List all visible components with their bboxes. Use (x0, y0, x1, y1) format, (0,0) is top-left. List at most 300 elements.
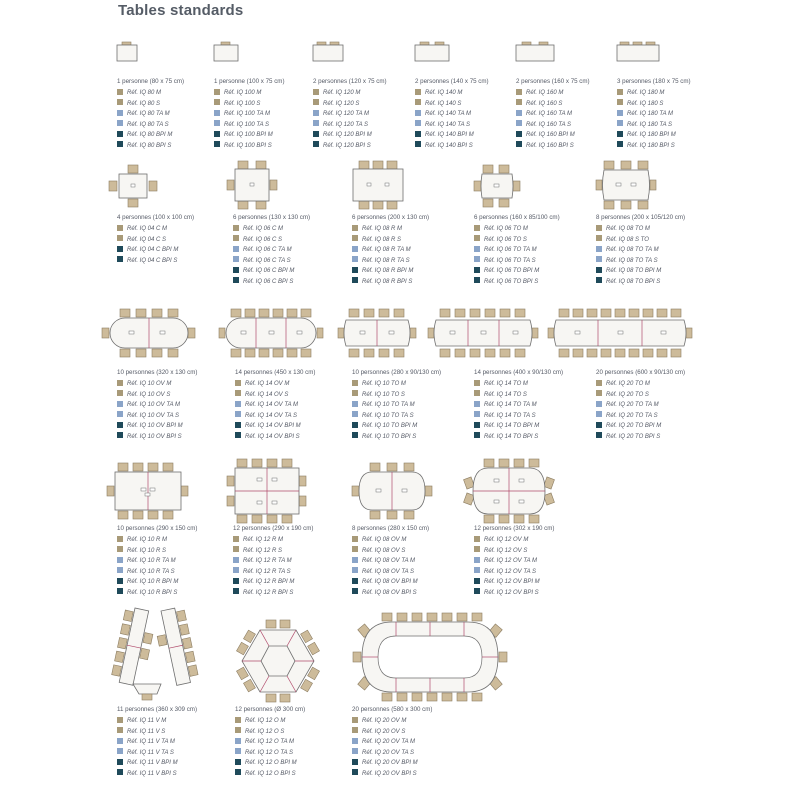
reference-item: Réf. IQ 06 TO M (474, 224, 539, 235)
connection-box (367, 183, 371, 186)
reference-item: Réf. IQ 12 OV M (474, 535, 540, 546)
reference-item: Réf. IQ 160 TA S (516, 120, 575, 131)
chair (559, 349, 569, 357)
table-caption: 14 personnes (400 x 90/130 cm) (474, 369, 564, 376)
table-top (603, 170, 650, 200)
chair (514, 515, 524, 523)
finish-swatch (596, 401, 602, 407)
finish-swatch (474, 235, 480, 241)
table-top (214, 45, 238, 61)
connection-box (631, 183, 636, 186)
finish-swatch (352, 738, 358, 744)
chair (256, 161, 266, 169)
chair (238, 161, 248, 169)
chair (548, 328, 554, 338)
finish-swatch (117, 235, 123, 241)
chair (128, 199, 138, 207)
chair (629, 309, 639, 317)
finish-swatch (117, 769, 123, 775)
finish-swatch (516, 141, 522, 147)
table-diagram (516, 42, 554, 66)
finish-swatch (352, 277, 358, 283)
reference-item: Réf. IQ 80 BPI S (117, 141, 172, 152)
reference-list (415, 88, 474, 151)
reference-item: Réf. IQ 14 TO BPI S (474, 432, 539, 443)
chair (373, 201, 383, 209)
reference-list (352, 716, 418, 779)
reference-item: Réf. IQ 12 R S (233, 546, 294, 557)
chair (188, 665, 198, 676)
reference-list (313, 88, 372, 151)
reference-list (117, 535, 178, 598)
finish-swatch (117, 422, 123, 428)
table-diagram (352, 462, 432, 520)
table-caption: 10 personnes (320 x 130 cm) (117, 369, 198, 376)
finish-swatch (474, 432, 480, 438)
connection-box (519, 479, 524, 482)
connection-box (297, 331, 302, 334)
reference-item: Réf. IQ 06 C TA S (233, 256, 294, 267)
chair (370, 511, 380, 519)
finish-swatch (415, 110, 421, 116)
reference-item: Réf. IQ 12 O TA M (235, 737, 297, 748)
finish-swatch (596, 256, 602, 262)
chair (301, 349, 311, 357)
finish-swatch (235, 717, 241, 723)
chair (221, 42, 230, 45)
chair (427, 693, 437, 701)
table-caption: 2 personnes (140 x 75 cm) (415, 78, 489, 85)
table-caption: 12 personnes (302 x 190 cm) (474, 525, 555, 532)
reference-item: Réf. IQ 10 R BPI M (117, 577, 178, 588)
chair (148, 511, 158, 519)
finish-swatch (233, 546, 239, 552)
chair (317, 42, 326, 45)
reference-item: Réf. IQ 160 M (516, 88, 575, 99)
chair (280, 694, 290, 702)
reference-item: Réf. IQ 100 S (214, 99, 273, 110)
table-diagram (352, 160, 404, 210)
chair (515, 349, 525, 357)
reference-item: Réf. IQ 10 R TA S (117, 567, 178, 578)
reference-item: Réf. IQ 11 V TA S (117, 748, 178, 759)
chair (349, 309, 359, 317)
connection-box (250, 183, 254, 186)
table-top (353, 169, 403, 201)
reference-item: Réf. IQ 11 V M (117, 716, 178, 727)
chair (484, 515, 494, 523)
chair (650, 180, 656, 190)
chair (259, 349, 269, 357)
finish-swatch (596, 411, 602, 417)
connection-box (494, 184, 499, 187)
table-diagram (338, 308, 426, 358)
chair (573, 349, 583, 357)
finish-swatch (516, 131, 522, 137)
finish-swatch (352, 588, 358, 594)
table-diagram (235, 620, 321, 702)
reference-item: Réf. IQ 20 TO BPI M (596, 421, 661, 432)
finish-swatch (214, 141, 220, 147)
finish-swatch (313, 110, 319, 116)
table-caption: 20 personnes (580 x 300 cm) (352, 706, 433, 713)
finish-swatch (516, 120, 522, 126)
reference-item: Réf. IQ 120 S (313, 99, 372, 110)
finish-swatch (516, 110, 522, 116)
chair (638, 201, 648, 209)
finish-swatch (415, 131, 421, 137)
finish-swatch (352, 557, 358, 563)
chair (282, 515, 292, 523)
finish-swatch (352, 567, 358, 573)
finish-swatch (596, 225, 602, 231)
finish-swatch (117, 432, 123, 438)
chair (646, 42, 655, 45)
table-diagram (415, 42, 449, 66)
chair (338, 328, 344, 338)
chair (620, 42, 629, 45)
table-diagram (214, 42, 238, 66)
connection-box (141, 488, 146, 491)
finish-swatch (474, 546, 480, 552)
chair (442, 693, 452, 701)
reference-item: Réf. IQ 100 M (214, 88, 273, 99)
chair (330, 42, 339, 45)
chair (359, 201, 369, 209)
chair (227, 476, 234, 486)
chair (387, 511, 397, 519)
finish-swatch (117, 380, 123, 386)
finish-swatch (617, 141, 623, 147)
reference-list (352, 535, 418, 598)
chair (425, 486, 432, 496)
chair (470, 349, 480, 357)
connection-box (360, 331, 365, 334)
chair (349, 349, 359, 357)
reference-item: Réf. IQ 80 TA M (117, 109, 172, 120)
reference-list (117, 88, 172, 151)
chair (485, 309, 495, 317)
reference-item: Réf. IQ 10 TO S (352, 390, 417, 401)
reference-item: Réf. IQ 20 TO TA M (596, 400, 661, 411)
reference-item: Réf. IQ 12 OV BPI S (474, 588, 540, 599)
reference-list (516, 88, 575, 151)
finish-swatch (235, 748, 241, 754)
chair (499, 165, 509, 173)
finish-swatch (352, 578, 358, 584)
chair (382, 613, 392, 621)
connection-box (269, 331, 274, 334)
reference-item: Réf. IQ 12 R TA S (233, 567, 294, 578)
chair (387, 161, 397, 169)
finish-swatch (233, 536, 239, 542)
finish-swatch (596, 422, 602, 428)
chair (387, 463, 397, 471)
reference-item: Réf. IQ 04 C BPI M (117, 245, 178, 256)
table-diagram (352, 612, 508, 702)
chair (485, 349, 495, 357)
chair (596, 180, 602, 190)
reference-item: Réf. IQ 11 V TA M (117, 737, 178, 748)
finish-swatch (516, 89, 522, 95)
chair (219, 328, 225, 338)
chair (352, 486, 359, 496)
finish-swatch (474, 588, 480, 594)
chair (615, 309, 625, 317)
reference-item: Réf. IQ 08 OV TA S (352, 567, 418, 578)
chair (515, 309, 525, 317)
reference-item: Réf. IQ 20 OV TA M (352, 737, 418, 748)
table-diagram (548, 308, 700, 358)
chair (604, 201, 614, 209)
reference-item: Réf. IQ 12 OV S (474, 546, 540, 557)
finish-swatch (596, 277, 602, 283)
finish-swatch (352, 546, 358, 552)
table-diagram (596, 160, 656, 210)
finish-swatch (233, 246, 239, 252)
reference-item: Réf. IQ 140 BPI M (415, 130, 474, 141)
chair (353, 652, 361, 662)
reference-item: Réf. IQ 14 OV TA M (235, 400, 301, 411)
chair (280, 620, 290, 628)
reference-item: Réf. IQ 80 TA S (117, 120, 172, 131)
reference-item: Réf. IQ 08 R TA S (352, 256, 413, 267)
finish-swatch (352, 225, 358, 231)
reference-item: Réf. IQ 14 TO M (474, 379, 539, 390)
table-caption: 1 personne (100 x 75 cm) (214, 78, 285, 85)
finish-swatch (214, 131, 220, 137)
chair (181, 486, 188, 496)
reference-item: Réf. IQ 12 R BPI M (233, 577, 294, 588)
finish-swatch (235, 727, 241, 733)
chair (148, 463, 158, 471)
connection-box (257, 501, 262, 504)
chair (397, 693, 407, 701)
finish-swatch (233, 588, 239, 594)
chair (109, 181, 117, 191)
table-top (516, 45, 554, 61)
table-caption: 8 personnes (280 x 150 cm) (352, 525, 430, 532)
chair (499, 199, 509, 207)
reference-item: Réf. IQ 180 BPI M (617, 130, 676, 141)
table-diagram (219, 308, 329, 358)
reference-item: Réf. IQ 04 C M (117, 224, 178, 235)
finish-swatch (596, 246, 602, 252)
finish-swatch (415, 120, 421, 126)
reference-item: Réf. IQ 100 BPI M (214, 130, 273, 141)
reference-item: Réf. IQ 120 M (313, 88, 372, 99)
chair (245, 349, 255, 357)
chair (227, 496, 234, 506)
finish-swatch (117, 411, 123, 417)
finish-swatch (233, 267, 239, 273)
finish-swatch (117, 738, 123, 744)
reference-item: Réf. IQ 08 OV M (352, 535, 418, 546)
chair (136, 349, 146, 357)
connection-box (402, 489, 407, 492)
reference-item: Réf. IQ 120 TA M (313, 109, 372, 120)
table-caption: 10 personnes (290 x 150 cm) (117, 525, 198, 532)
connection-box (494, 479, 499, 482)
chair (587, 349, 597, 357)
chair (188, 328, 195, 338)
reference-list (474, 224, 539, 287)
finish-swatch (352, 536, 358, 542)
finish-swatch (235, 738, 241, 744)
chair (397, 613, 407, 621)
reference-list (352, 224, 413, 287)
reference-item: Réf. IQ 06 C BPI M (233, 266, 294, 277)
chair (539, 42, 548, 45)
reference-item: Réf. IQ 20 TO BPI S (596, 432, 661, 443)
reference-list (352, 379, 417, 442)
finish-swatch (235, 380, 241, 386)
chair (252, 459, 262, 467)
reference-list (235, 716, 297, 779)
chair (152, 349, 162, 357)
finish-swatch (117, 588, 123, 594)
chair (168, 309, 178, 317)
table-caption: 2 personnes (120 x 75 cm) (313, 78, 387, 85)
finish-swatch (617, 131, 623, 137)
reference-item: Réf. IQ 04 C BPI S (117, 256, 178, 267)
chair (259, 309, 269, 317)
finish-swatch (352, 422, 358, 428)
finish-swatch (474, 380, 480, 386)
reference-list (474, 535, 540, 598)
chair (442, 613, 452, 621)
chair (317, 328, 323, 338)
reference-item: Réf. IQ 08 OV BPI S (352, 588, 418, 599)
chair (379, 349, 389, 357)
chair (238, 201, 248, 209)
reference-item: Réf. IQ 08 OV TA M (352, 556, 418, 567)
finish-swatch (117, 759, 123, 765)
chair (474, 181, 481, 191)
reference-item: Réf. IQ 12 O BPI M (235, 758, 297, 769)
finish-swatch (474, 390, 480, 396)
reference-item: Réf. IQ 14 OV S (235, 390, 301, 401)
reference-item: Réf. IQ 10 R M (117, 535, 178, 546)
reference-list (233, 224, 294, 287)
chair (514, 459, 524, 467)
reference-list (117, 716, 178, 779)
chair (601, 309, 611, 317)
finish-swatch (233, 557, 239, 563)
chair (102, 328, 109, 338)
finish-swatch (214, 99, 220, 105)
reference-list (235, 379, 301, 442)
table-caption: 4 personnes (100 x 100 cm) (117, 214, 195, 221)
chair (143, 633, 153, 644)
chair (227, 180, 234, 190)
chair (412, 693, 422, 701)
chair (484, 459, 494, 467)
finish-swatch (117, 256, 123, 262)
finish-swatch (235, 422, 241, 428)
reference-item: Réf. IQ 06 C M (233, 224, 294, 235)
reference-item: Réf. IQ 12 O S (235, 727, 297, 738)
connection-box (661, 331, 666, 334)
reference-item: Réf. IQ 10 R BPI S (117, 588, 178, 599)
reference-item: Réf. IQ 20 TO S (596, 390, 661, 401)
reference-list (596, 379, 661, 442)
chair (657, 309, 667, 317)
reference-item: Réf. IQ 10 TO M (352, 379, 417, 390)
chair (364, 349, 374, 357)
reference-item: Réf. IQ 80 BPI M (117, 130, 172, 141)
chair (671, 309, 681, 317)
chair (601, 349, 611, 357)
connection-box (616, 183, 621, 186)
table-diagram (117, 42, 137, 66)
table-diagram (474, 163, 520, 209)
chair (120, 624, 130, 635)
table-caption: 6 personnes (130 x 130 cm) (233, 214, 311, 221)
chair (287, 349, 297, 357)
chair (149, 181, 157, 191)
chair (615, 349, 625, 357)
connection-box (385, 183, 389, 186)
chair (470, 309, 480, 317)
connection-box (272, 501, 277, 504)
finish-swatch (596, 390, 602, 396)
reference-item: Réf. IQ 120 BPI M (313, 130, 372, 141)
finish-swatch (235, 432, 241, 438)
finish-swatch (617, 120, 623, 126)
reference-list (474, 379, 539, 442)
chair (522, 42, 531, 45)
chair (657, 349, 667, 357)
reference-item: Réf. IQ 06 TO S (474, 235, 539, 246)
finish-swatch (117, 390, 123, 396)
finish-swatch (235, 411, 241, 417)
reference-item: Réf. IQ 180 M (617, 88, 676, 99)
chair (182, 638, 192, 649)
finish-swatch (117, 246, 123, 252)
finish-swatch (117, 110, 123, 116)
reference-list (214, 88, 273, 151)
finish-swatch (474, 422, 480, 428)
reference-item: Réf. IQ 08 R BPI S (352, 277, 413, 288)
chair (256, 201, 266, 209)
chair (142, 694, 152, 700)
table-top (617, 45, 659, 61)
chair (686, 328, 692, 338)
finish-swatch (352, 380, 358, 386)
reference-item: Réf. IQ 100 BPI S (214, 141, 273, 152)
chair (483, 165, 493, 173)
reference-item: Réf. IQ 20 OV S (352, 727, 418, 738)
finish-swatch (233, 578, 239, 584)
table-diagram (428, 308, 546, 358)
table-top (415, 45, 449, 61)
finish-swatch (596, 432, 602, 438)
reference-item: Réf. IQ 06 TO BPI S (474, 277, 539, 288)
finish-swatch (235, 769, 241, 775)
finish-swatch (313, 141, 319, 147)
reference-item: Réf. IQ 08 R BPI M (352, 266, 413, 277)
chair (157, 635, 167, 646)
chair (633, 42, 642, 45)
reference-item: Réf. IQ 10 OV BPI M (117, 421, 183, 432)
connection-box (129, 331, 134, 334)
chair (120, 349, 130, 357)
finish-swatch (474, 256, 480, 262)
reference-item: Réf. IQ 14 TO TA S (474, 411, 539, 422)
table-caption: 8 personnes (200 x 105/120 cm) (596, 214, 686, 221)
chair (231, 349, 241, 357)
